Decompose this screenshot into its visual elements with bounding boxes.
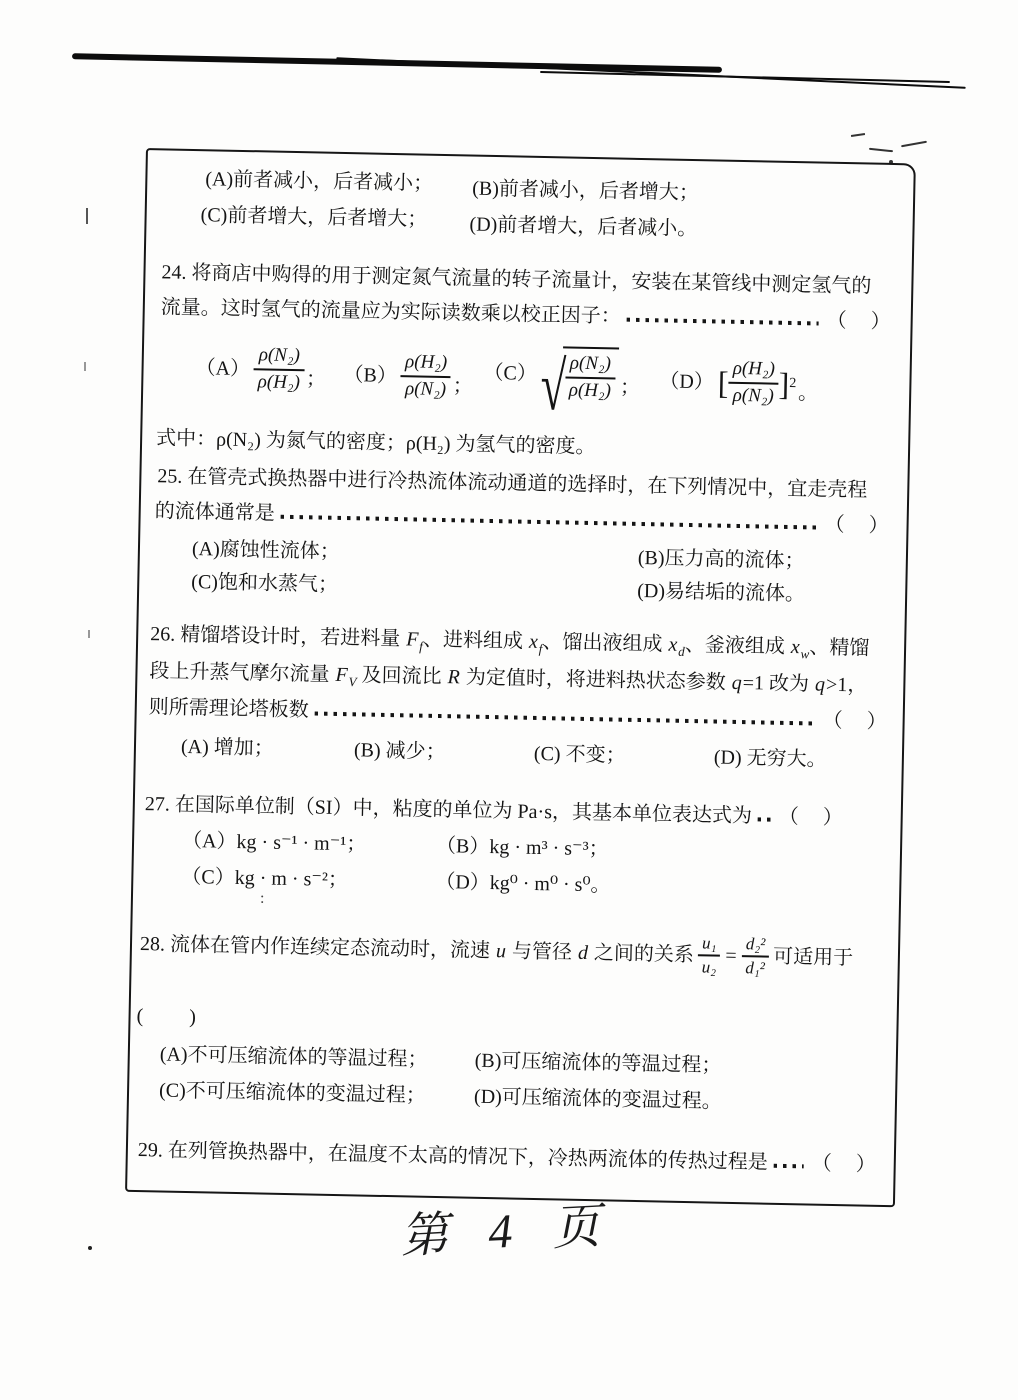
margin-mark-icon [86,208,88,224]
margin-mark-icon [88,1246,92,1250]
fraction-numerator: ρ(H₂) [728,358,779,385]
q25-option-d: (D)易结垢的流体。 [636,579,806,606]
answer-bracket-q24: （ ） [826,309,893,334]
question-24-line2-text: 流量。这时氢气的流量应为实际读数乘以校正因子： [160,296,621,328]
pen-mark-icon [901,141,927,147]
q25-option-c: (C)饱和水蒸气； [191,570,339,596]
radical-sign-icon: √ [539,347,567,425]
q27-option-b: （B）kg · m³ · s⁻³； [435,834,609,861]
question-25-line2-text: 的流体通常是 [154,500,275,525]
question-25-line1: 25. 在管壳式换热器中进行冷热流体流动通道的选择时，在下列情况中，宜走壳程 [157,465,868,502]
answer-bracket-q26: （ ） [822,709,889,734]
equation [697,933,769,979]
q28-option-b: (B)可压缩流体的等温过程； [474,1049,722,1077]
question-24-line1: 24. 将商店中购得的用于测定氮气流量的转子流量计，安装在某管线中测定氢气的 [161,261,872,298]
dotted-leader-icon [758,817,771,821]
fraction-denominator: d₁² [745,958,766,978]
fraction-numerator: ρ(N₂) [254,344,305,371]
question-24-line2 [161,293,893,336]
question-29-line [138,1136,878,1179]
option-label: （A） [195,356,251,380]
question-28-line [140,922,854,981]
fraction-denominator: ρ(H₂) [257,371,301,393]
fraction-numerator: ρ(H₂) [401,351,452,378]
punctuation: ； [619,376,641,399]
formula-option-c [483,345,641,425]
q25-option-a: (A)腐蚀性流体； [191,538,340,563]
fraction-numerator: d₂² [742,934,770,958]
formula-option-b [343,350,473,402]
q28-option-a: (A)不可压缩流体的等温过程； [159,1043,428,1071]
fraction-numerator: u₁ [698,933,721,957]
question-26-line3-text: 则所需理论塔板数 [148,696,309,722]
question-27-line1-text: 27. 在国际单位制（SI）中，粘度的单位为 Pa·s，其基本单位表达式为 [144,793,753,828]
q26-option-d: (D) 无穷大。 [713,746,827,771]
option-label: （D） [659,370,715,394]
pen-mark-icon [851,133,865,137]
fraction-denominator: ρ(N₂) [404,378,447,400]
option-label: （B） [343,363,398,387]
question-26-line1: 26. 精馏塔设计时，若进料量 $F_f$、进料组成 $x_f$、馏出液组成 $x_d$、釜液组成 $x_w$、精馏 [150,623,870,662]
dotted-leader-icon [315,711,815,725]
page-number-handwritten: 第 4 页 [399,1199,616,1264]
question-26-line2: 段上升蒸气摩尔流量 $F_V$ 及回流比 R 为定值时，将进料热状态参数 q=1 改为 q>1， [149,660,868,697]
q27-option-a: （A）kg · s⁻¹ · m⁻¹； [181,829,367,856]
q27-option-d: （D）kg⁰ · m⁰ · s⁰。 [435,870,611,897]
fraction-denominator: u₂ [701,957,717,977]
fraction [728,358,779,409]
question-25-line2 [154,497,890,540]
formula-option-d [659,356,819,409]
content-box [125,148,916,1207]
fraction [697,933,720,978]
answer-bracket-q25: （ ） [824,513,891,538]
prev-option-b: (B)前者减小，后者增大； [472,177,700,205]
punctuation: 。 [797,381,819,405]
q28-option-c: (C)不可压缩流体的变温过程； [158,1079,426,1107]
q25-option-b: (B)压力高的流体； [637,546,805,573]
formula-option-a [195,343,327,395]
question-24-note: 式中：ρ(N₂) 为氮气的密度；ρ(H₂) 为氢气的密度。 [155,427,596,459]
fraction-denominator: ρ(H₂) [568,379,612,402]
open-bracket: [ [717,364,729,401]
punctuation: ； [452,374,473,398]
answer-bracket-q27: （ ） [778,805,845,830]
square-root [539,346,618,425]
prev-option-d: (D)前者增大，后者减小。 [469,213,698,241]
question-27-line1 [145,790,845,832]
answer-bracket-q29: （ ） [811,1152,878,1176]
dotted-leader-icon [774,1164,804,1169]
margin-mark-icon [84,362,86,371]
answer-bracket-q28: ( ) [136,1004,199,1029]
fraction [741,934,769,979]
dotted-leader-icon [281,515,817,530]
q26-option-c: (C) 不变； [533,742,626,767]
margin-mark-icon [88,630,90,638]
q27-option-c: （C）kg · m · s⁻²； [181,865,349,892]
exponent: 2 [789,375,797,392]
prev-option-c: (C)前者增大，后者增大； [200,204,428,231]
q26-option-b: (B) 减少； [353,739,446,764]
fraction [565,352,616,403]
q26-option-a: (A) 增加； [180,735,274,760]
close-bracket: ] [778,365,790,402]
option-label: （C） [483,361,538,385]
question-29-text: 29. 在列管换热器中，在温度不太高的情况下，冷热两流体的传热过程是 [137,1139,768,1174]
fraction-numerator: ρ(N₂) [565,352,616,379]
scan-streak-icon [336,57,965,89]
fraction-denominator: ρ(N₂) [732,384,775,407]
scan-speck-icon: : [260,890,265,907]
punctuation: ； [305,367,327,391]
fraction [400,351,451,402]
pen-mark-icon [869,148,893,152]
fraction [254,344,305,395]
question-28-post-text: 可适用于 [772,946,854,970]
question-28-text: 28. 流体在管内作连续定态流动时，流速 u 与管径 d 之间的关系 [139,933,695,967]
q28-option-d: (D)可压缩流体的变温过程。 [473,1085,722,1113]
prev-option-a: (A)前者减小，后者减小； [205,168,434,195]
equals-sign: = [725,945,737,968]
dotted-leader-icon [627,318,819,326]
